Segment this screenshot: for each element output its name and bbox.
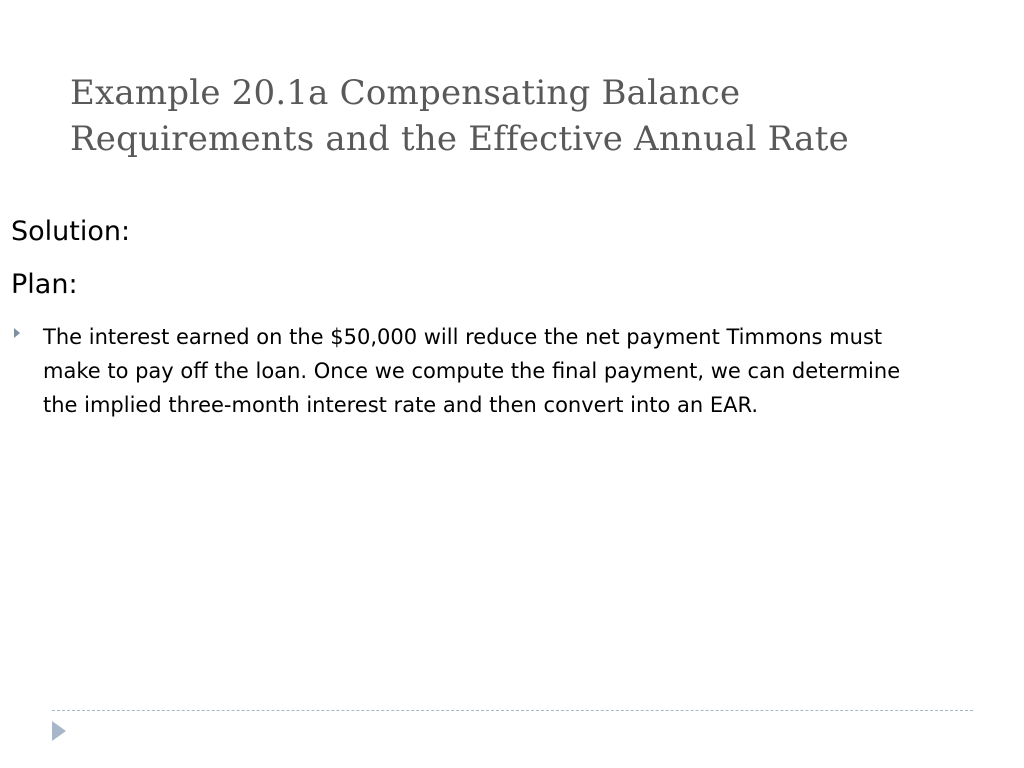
triangle-bullet-icon [14,328,20,338]
triangle-arrow-icon [52,721,66,741]
plan-bullet-text: The interest earned on the $50,000 will reduce the net payment Timmons must make to pay off the loan. Once we compute the final payment, we can determine the implied three-month interest rate and then convert into an EAR. [43,325,901,417]
slide-title [70,70,970,162]
plan-bullet [12,320,902,422]
slide-title-line-2: Requirements and the Effective Annual Rate [70,119,849,159]
slide-title-line-1: Example 20.1a Compensating Balance [70,73,741,113]
plan-heading: Plan: [11,269,78,300]
footer-divider [52,710,973,711]
solution-heading: Solution: [11,216,131,247]
